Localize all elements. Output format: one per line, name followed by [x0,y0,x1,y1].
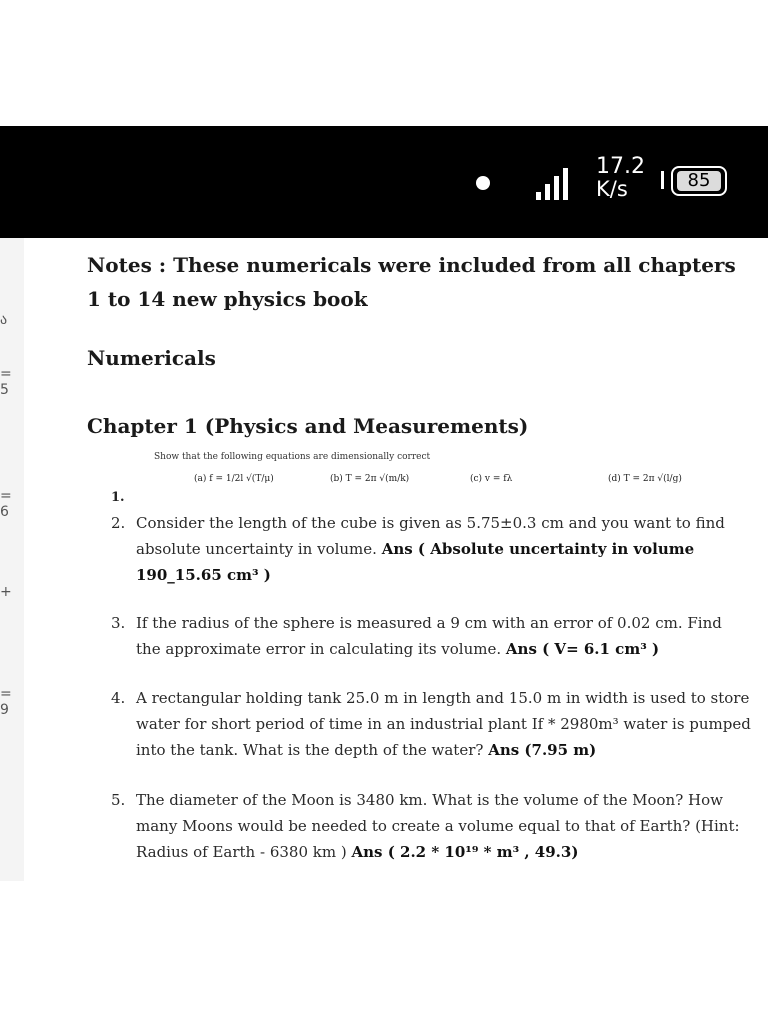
battery-divider [661,171,664,189]
q1-instruction: Show that the following equations are dimensionally correct [154,452,431,462]
question-answer: Ans ( V= 6.1 cm³ ) [505,640,660,658]
battery-level: 85 [677,171,721,191]
question-text: A rectangular holding tank 25.0 m in length and 15.0 m in width is used to store water for short period of time in an industrial plant If * 2980m³ water is pumped into the tank. What is the depth of the water? [136,689,751,759]
network-speed-unit: K/s [596,177,628,201]
question-number: 2. [111,514,126,532]
margin-mark: = 5 [0,366,12,398]
equation-b: (b) T = 2π √(m/k) [330,474,410,484]
signal-strength-icon [536,164,586,202]
battery-icon [671,166,727,196]
question-3 [111,610,751,662]
margin-mark: = 6 [0,488,12,520]
question-answer: Ans (7.95 m) [488,741,597,759]
network-speed-value: 17.2 [596,154,645,179]
question-text: If the radius of the sphere is measured a 9 cm with an error of 0.02 cm. Find the approximate error in calculating its volume. [136,614,722,658]
margin-mark: ა [0,312,8,328]
question-number: 5. [111,791,126,809]
question-number: 3. [111,614,126,632]
question-text: The diameter of the Moon is 3480 km. What is the volume of the Moon? How many Moons would be needed to create a volume equal to that of Earth? (Hint: Radius of Earth - 6380 km ) [136,791,740,861]
question-text: Consider the length of the cube is given as 5.75±0.3 cm and you want to find absolute uncertainty in volume. [136,514,725,558]
question-number: 4. [111,689,126,707]
question-2 [111,510,751,588]
left-margin-strip [0,238,24,881]
document-page [24,238,768,881]
margin-mark: = 9 [0,686,12,718]
notes-line: Notes : These numericals were included from all chapters [87,253,736,277]
equation-a: (a) f = 1/2l √(T/μ) [194,474,274,484]
q1-number: 1. [111,490,125,505]
notes-heading [87,248,747,316]
notes-line: 1 to 14 new physics book [87,287,368,311]
question-4 [111,685,751,763]
status-bar [0,126,768,238]
network-speed [596,156,645,200]
margin-mark: + [0,584,12,600]
chapter-heading: Chapter 1 (Physics and Measurements) [87,414,529,438]
question-answer: Ans ( 2.2 * 10¹⁹ * m³ , 49.3) [351,843,579,861]
question-5 [111,787,751,865]
equation-c: (c) v = fλ [470,474,513,484]
notification-dot-icon [476,176,490,190]
numericals-heading: Numericals [87,346,216,370]
question-answer: Ans ( Absolute uncertainty in volume 190_15.65 cm³ ) [136,540,695,584]
equation-d: (d) T = 2π √(l/g) [608,474,682,484]
